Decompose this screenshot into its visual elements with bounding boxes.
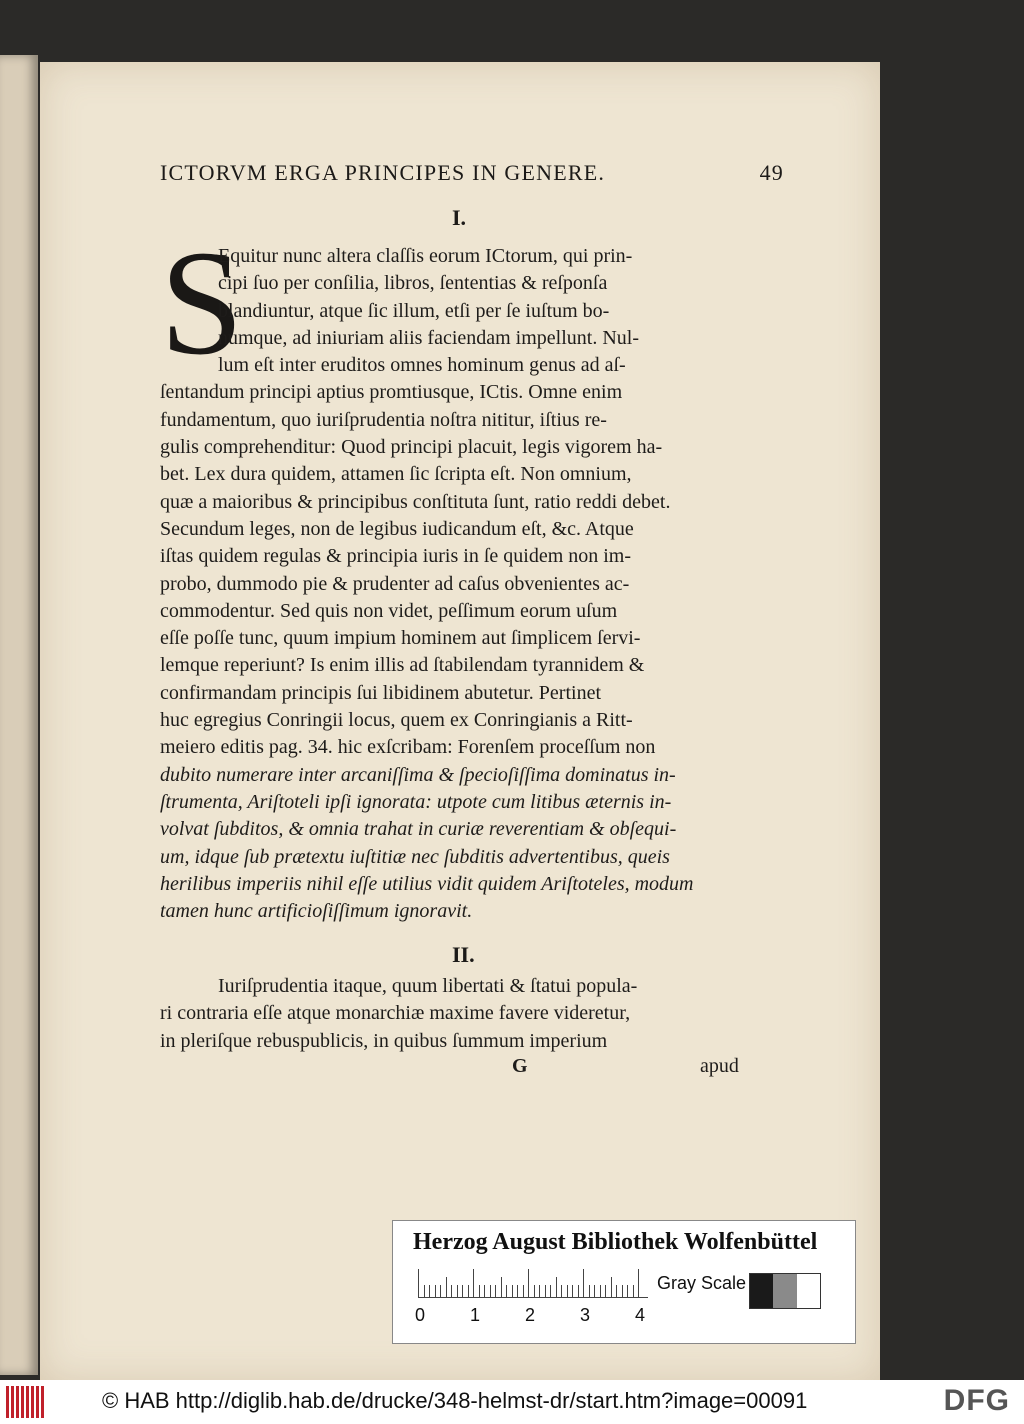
paragraph-2 — [160, 973, 760, 1055]
text-line: commodentur. Sed quis non videt, peſſimum eorum uſum — [160, 599, 618, 622]
ruler-tick — [523, 1285, 524, 1297]
gray-scale-swatch — [749, 1273, 821, 1309]
ruler-tick — [572, 1285, 573, 1297]
ruler-tick — [578, 1285, 579, 1297]
ruler-tick — [545, 1285, 546, 1297]
text-line: lemque reperiunt? Is enim illis ad ſtabilendam tyrannidem & — [160, 654, 645, 677]
drop-capital: S — [160, 220, 244, 386]
ruler-number: 2 — [525, 1305, 536, 1325]
text-line: volvat ſubditos, & omnia trahat in curiæ reverentiam & obſequi- — [160, 818, 677, 841]
ruler-tick — [561, 1285, 562, 1297]
copyright-link[interactable]: © HAB http://diglib.hab.de/drucke/348-helmst-dr/start.htm?image=00091 — [102, 1388, 808, 1413]
catchword: apud — [700, 1055, 739, 1077]
ruler-number: 1 — [470, 1305, 481, 1325]
ruler-tick — [501, 1277, 502, 1297]
gray-swatch — [773, 1274, 796, 1308]
scale-ruler — [418, 1269, 648, 1298]
ruler-tick — [446, 1277, 447, 1297]
library-name: Herzog August Bibliothek Wolfenbüttel — [413, 1229, 818, 1255]
text-line: Iuriſprudentia itaque, quum libertati & ſtatui popula- — [218, 975, 638, 997]
ruler-tick — [468, 1285, 469, 1297]
ruler-tick — [583, 1269, 584, 1297]
text-line: gulis comprehenditur: Quod principi placuit, legis vigorem ha- — [160, 436, 663, 459]
text-line: eſſe poſſe tunc, quum impium hominem aut ſimplicem ſervi- — [160, 627, 641, 650]
ruler-tick — [435, 1285, 436, 1297]
text-line: blandiuntur, atque ſic illum, etſi per ſe iuſtum bo- — [218, 299, 610, 322]
ruler-tick — [479, 1285, 480, 1297]
footer-bar — [0, 1380, 1024, 1424]
ruler-tick — [627, 1285, 628, 1297]
text-line: in pleriſque rebuspublicis, in quibus ſummum imperium — [160, 1029, 608, 1052]
text-line: fundamentum, quo iuriſprudentia noſtra nititur, iſtius re- — [160, 408, 607, 431]
text-line: tamen hunc artificioſiſſimum ignoravit. — [160, 900, 473, 923]
ruler-tick — [539, 1285, 540, 1297]
ruler-tick — [424, 1285, 425, 1297]
ruler-tick — [605, 1285, 606, 1297]
ruler-tick — [616, 1285, 617, 1297]
ruler-tick — [512, 1285, 513, 1297]
ruler-tick — [495, 1285, 496, 1297]
ruler-tick — [429, 1285, 430, 1297]
text-line: bet. Lex dura quidem, attamen ſic ſcripta eſt. Non omnium, — [160, 463, 632, 486]
text-line: iſtas quidem regulas & principia iuris in ſe quidem non im- — [160, 545, 632, 568]
text-line: ri contraria eſſe atque monarchiæ maxime favere videretur, — [160, 1002, 631, 1025]
ruler-tick — [490, 1285, 491, 1297]
section-number-2: II. — [452, 942, 475, 967]
dfg-logo: DFG — [943, 1384, 1010, 1417]
page-number: 49 — [759, 160, 784, 185]
ruler-tick — [418, 1269, 419, 1297]
text-line: numque, ad iniuriam aliis faciendam impellunt. Nul- — [218, 326, 640, 349]
ruler-tick — [556, 1277, 557, 1297]
ruler-tick — [594, 1285, 595, 1297]
ruler-tick — [589, 1285, 590, 1297]
ruler-tick — [633, 1285, 634, 1297]
hab-logo-icon — [6, 1386, 46, 1418]
text-line: probo, dummodo pie & prudenter ad caſus obvenientes ac- — [160, 572, 630, 595]
ruler-number: 0 — [415, 1305, 426, 1325]
ruler-number: 3 — [580, 1305, 591, 1325]
running-header — [160, 160, 784, 186]
library-color-card — [392, 1220, 856, 1344]
ruler-tick — [528, 1269, 529, 1297]
ruler-tick — [473, 1269, 474, 1297]
ruler-tick — [440, 1285, 441, 1297]
ruler-tick — [484, 1285, 485, 1297]
paragraph-1 — [160, 243, 760, 925]
ruler-tick — [611, 1277, 612, 1297]
text-line: Equitur nunc altera claſſis eorum ICtorum, qui prin- — [218, 245, 633, 267]
text-line: Secundum leges, non de legibus iudicandum eſt, &c. Atque — [160, 517, 634, 540]
ruler-tick — [638, 1269, 639, 1297]
text-line: ſtrumenta, Ariſtoteli ipſi ignorata: utpote cum litibus æternis in- — [160, 790, 672, 813]
header-title: ICTORVM ERGA PRINCIPES IN GENERE. — [160, 160, 606, 185]
ruler-tick — [451, 1285, 452, 1297]
text-line: cipi ſuo per conſilia, libros, ſententias & reſponſa — [218, 272, 608, 295]
ruler-tick — [600, 1285, 601, 1297]
ruler-tick — [534, 1285, 535, 1297]
left-page-edge — [0, 55, 38, 1375]
text-line: quæ a maioribus & principibus conſtituta ſunt, ratio reddi debet. — [160, 490, 671, 513]
ruler-tick — [462, 1285, 463, 1297]
gray-swatch — [797, 1274, 820, 1308]
ruler-tick — [517, 1285, 518, 1297]
text-line: lum eſt inter eruditos omnes hominum genus ad aſ- — [218, 354, 626, 377]
gray-scale-label: Gray Scale — [657, 1273, 747, 1293]
ruler-tick — [506, 1285, 507, 1297]
text-line: meiero editis pag. 34. hic exſcribam: Forenſem proceſſum non — [160, 736, 656, 759]
ruler-number: 4 — [635, 1305, 646, 1325]
signature-mark: G — [512, 1055, 528, 1077]
text-line: dubito numerare inter arcaniſſima & ſpecioſiſſima dominatus in- — [160, 763, 676, 786]
ruler-tick — [550, 1285, 551, 1297]
text-line: um, idque ſub prætextu iuſtitiæ nec ſubditis advertentibus, queis — [160, 845, 670, 868]
ruler-tick — [567, 1285, 568, 1297]
gray-swatch — [750, 1274, 773, 1308]
text-line: herilibus imperiis nihil eſſe utilius vidit quidem Ariſtoteles, modum — [160, 872, 694, 895]
ruler-tick — [622, 1285, 623, 1297]
text-line: confirmandam principis ſui libidinem abutetur. Pertinet — [160, 681, 602, 704]
text-line: huc egregius Conringii locus, quem ex Conringianis a Ritt- — [160, 709, 633, 732]
text-line: ſentandum principi aptius promtiusque, ICtis. Omne enim — [160, 381, 623, 404]
section-number-1: I. — [452, 205, 467, 230]
ruler-tick — [457, 1285, 458, 1297]
